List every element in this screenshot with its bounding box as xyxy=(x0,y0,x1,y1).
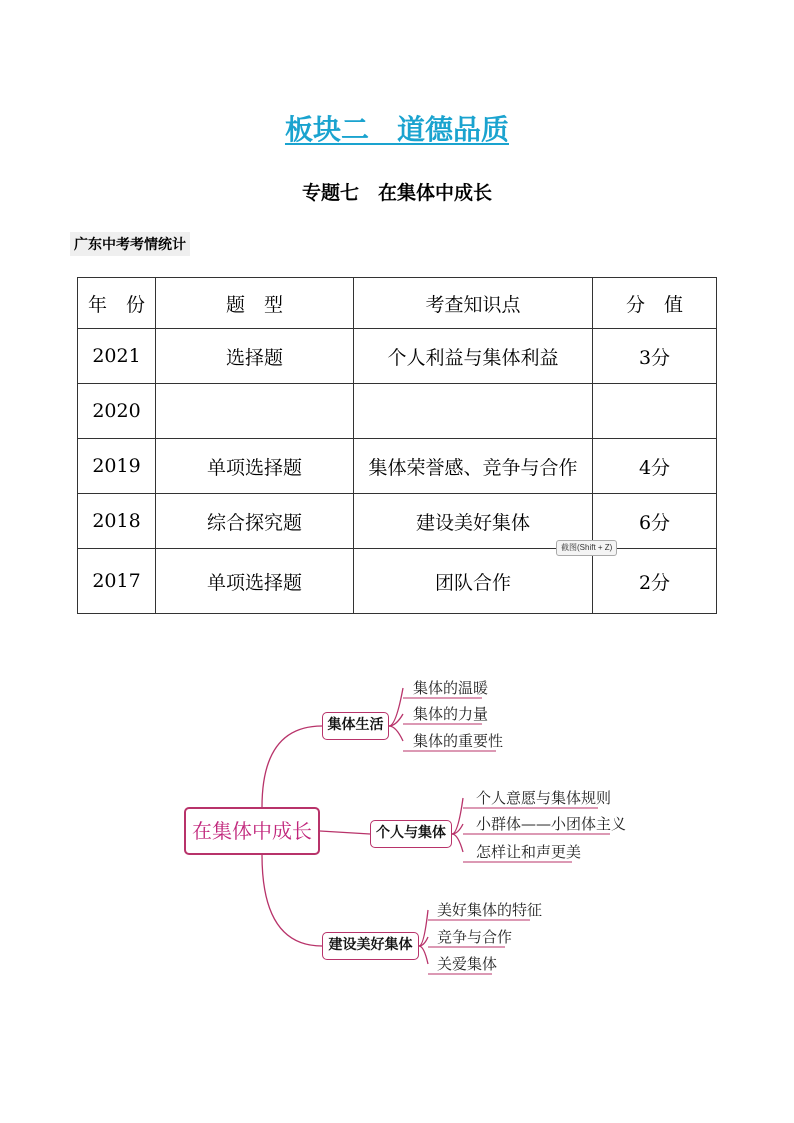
mindmap-leaf: 关爱集体 xyxy=(437,955,498,973)
mindmap-leaf: 集体的力量 xyxy=(413,705,489,723)
screenshot-tooltip: 截图(Shift + Z) xyxy=(556,540,617,556)
topic-title: 专题七 在集体中成长 xyxy=(301,182,492,204)
mindmap-leaf: 小群体——小团体主义 xyxy=(476,815,627,833)
mindmap-leaf: 怎样让和声更美 xyxy=(476,843,582,861)
cell-point: 个人利益与集体利益 xyxy=(354,329,593,384)
mindmap-branch-collective-life: 集体生活 xyxy=(322,712,389,740)
cell-type: 综合探究题 xyxy=(156,494,354,549)
cell-year: 2019 xyxy=(78,439,156,494)
cell-year: 2021 xyxy=(78,329,156,384)
mindmap-leaf: 集体的重要性 xyxy=(413,732,504,750)
cell-type: 单项选择题 xyxy=(156,549,354,614)
mindmap-leaf: 个人意愿与集体规则 xyxy=(476,789,612,807)
cell-score: 6分 xyxy=(593,494,717,549)
cell-score: 4分 xyxy=(593,439,717,494)
header-year: 年 份 xyxy=(78,278,156,329)
cell-year: 2018 xyxy=(78,494,156,549)
cell-point: 建设美好集体 xyxy=(354,494,593,549)
cell-point: 集体荣誉感、竞争与合作 xyxy=(354,439,593,494)
cell-type: 单项选择题 xyxy=(156,439,354,494)
cell-type: 选择题 xyxy=(156,329,354,384)
cell-year: 2017 xyxy=(78,549,156,614)
cell-score: 2分 xyxy=(593,549,717,614)
cell-point: 团队合作 xyxy=(354,549,593,614)
cell-year: 2020 xyxy=(78,384,156,439)
mindmap-leaf: 竞争与合作 xyxy=(437,928,513,946)
stats-label: 广东中考考情统计 xyxy=(70,232,190,256)
mindmap-branch-build-collective: 建设美好集体 xyxy=(322,932,419,960)
mindmap-leaf: 集体的温暖 xyxy=(413,679,489,697)
cell-score: 3分 xyxy=(593,329,717,384)
header-knowledge-point: 考查知识点 xyxy=(354,278,593,329)
mindmap-branch-individual-collective: 个人与集体 xyxy=(370,820,452,848)
mindmap-leaf: 美好集体的特征 xyxy=(437,901,543,919)
header-question-type: 题 型 xyxy=(156,278,354,329)
mindmap-root: 在集体中成长 xyxy=(184,807,320,855)
header-score: 分 值 xyxy=(593,278,717,329)
block-title: 板块二 道德品质 xyxy=(284,113,509,146)
